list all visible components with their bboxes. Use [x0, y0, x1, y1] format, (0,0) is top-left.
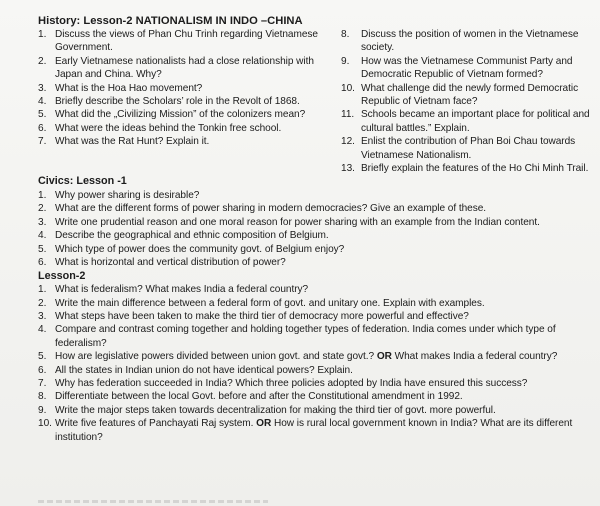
list-item — [38, 283, 594, 296]
item-text: Differentiate between the local Govt. before and after the Constitutional amendment in 1992. — [55, 391, 463, 403]
item-number: 5. — [38, 351, 47, 363]
item-text: What were the ideas behind the Tonkin free school. — [55, 122, 282, 134]
list-item — [38, 390, 594, 403]
item-text: Early Vietnamese nationalists had a close relationship with Japan and China. Why? — [55, 55, 314, 81]
question-part: Write five features of Panchayati Raj system. — [55, 418, 257, 430]
item-text — [55, 350, 594, 363]
item-text: Why power sharing is desirable? — [55, 190, 200, 202]
item-text: What is horizontal and vertical distribution of power? — [55, 257, 286, 269]
cut-off-text-line — [38, 500, 268, 503]
list-item — [341, 55, 594, 82]
question-part: What makes India a federal country? — [391, 351, 558, 363]
list-item — [38, 377, 594, 390]
item-text: Write one prudential reason and one moral reason for power sharing with an example from the Indian content. — [55, 216, 540, 228]
item-text: What steps have been taken to make the third tier of democracy more powerful and effective? — [55, 310, 469, 322]
item-number: 2. — [38, 203, 47, 215]
item-number: 4. — [38, 96, 47, 108]
item-number: 1. — [38, 29, 47, 40]
list-item — [38, 310, 594, 323]
item-number: 10. — [341, 82, 355, 94]
history-columns — [38, 28, 594, 175]
item-text: What is the Hoa Hao movement? — [55, 82, 203, 94]
item-number: 4. — [38, 230, 47, 242]
item-text: How was the Vietnamese Communist Party and Democratic Republic of Vietnam formed? — [361, 55, 573, 81]
item-number: 11. — [341, 109, 355, 121]
item-number: 13. — [341, 163, 355, 175]
item-number: 10. — [38, 418, 52, 430]
item-text: Why has federation succeeded in India? Which three policies adopted by India have ensured this success? — [55, 377, 528, 389]
history-right-list — [341, 28, 594, 175]
or-keyword: OR — [256, 418, 272, 430]
item-number: 6. — [38, 122, 47, 134]
list-item — [341, 28, 594, 55]
list-item — [38, 297, 594, 310]
history-heading: History: Lesson-2 NATIONALISM IN INDO –CHINA — [38, 15, 303, 27]
item-text: Describe the geographical and ethnic composition of Belgium. — [55, 230, 329, 242]
item-text: What was the Rat Hunt? Explain it. — [55, 136, 210, 148]
item-number: 3. — [38, 82, 47, 94]
item-text: Enlist the contribution of Phan Boi Chau towards Vietnamese Nationalism. — [361, 136, 576, 161]
item-number: 5. — [38, 109, 47, 121]
list-item — [341, 135, 594, 162]
item-text: All the states in Indian union do not have identical powers? Explain. — [55, 364, 353, 376]
list-item — [38, 417, 594, 444]
item-text: What did the „Civilizing Mission” of the colonizers mean? — [55, 109, 306, 121]
list-item — [38, 364, 594, 377]
item-number: 9. — [38, 404, 47, 416]
item-text: Discuss the position of women in the Vietnamese society. — [361, 29, 579, 54]
history-right-column — [341, 28, 594, 175]
item-text — [55, 417, 594, 444]
list-item — [38, 82, 341, 95]
item-number: 2. — [38, 297, 47, 309]
list-item — [38, 189, 594, 202]
history-left-column — [38, 28, 341, 175]
list-item — [38, 323, 594, 350]
item-number: 1. — [38, 284, 47, 296]
item-text: What are the different forms of power sharing in modern democracies? Give an example of these. — [55, 203, 487, 215]
item-number: 8. — [341, 29, 350, 40]
list-item — [38, 404, 594, 417]
item-number: 9. — [341, 55, 350, 67]
list-item — [38, 256, 594, 269]
item-number: 5. — [38, 243, 47, 255]
list-item — [341, 82, 594, 109]
item-text: Which type of power does the community govt. of Belgium enjoy? — [55, 243, 345, 255]
item-text: Compare and contrast coming together and holding together types of federation. India comes under which type of federalism? — [55, 324, 556, 349]
item-number: 7. — [38, 377, 47, 389]
list-item — [38, 243, 594, 256]
item-text: What challenge did the newly formed Democratic Republic of Vietnam face? — [361, 82, 579, 108]
list-item — [38, 122, 341, 135]
list-item — [38, 55, 341, 82]
item-text: Briefly explain the features of the Ho Chi Minh Trail. — [361, 163, 589, 175]
lesson2-list — [38, 283, 594, 444]
question-sheet — [38, 14, 594, 444]
item-text: Briefly describe the Scholars’ role in the Revolt of 1868. — [55, 96, 300, 108]
item-number: 3. — [38, 216, 47, 228]
list-item — [38, 108, 341, 121]
item-number: 4. — [38, 324, 47, 336]
list-item — [38, 350, 594, 363]
list-item — [341, 162, 594, 175]
list-item — [341, 108, 594, 135]
list-item — [38, 216, 594, 229]
item-number: 6. — [38, 257, 47, 269]
lesson2-heading: Lesson-2 — [38, 269, 86, 282]
item-number: 8. — [38, 391, 47, 403]
item-number: 3. — [38, 310, 47, 322]
item-number: 2. — [38, 55, 47, 67]
item-number: 12. — [341, 136, 355, 148]
list-item — [38, 135, 341, 148]
history-left-list — [38, 28, 341, 149]
or-keyword: OR — [376, 351, 392, 363]
list-item — [38, 229, 594, 242]
question-part: How are legislative powers divided between union govt. and state govt.? — [55, 351, 377, 363]
list-item — [38, 202, 594, 215]
item-number: 1. — [38, 190, 47, 202]
item-number: 6. — [38, 364, 47, 376]
item-text: Write the major steps taken towards decentralization for making the third tier of govt. more powerful. — [55, 404, 496, 416]
civics-list — [38, 189, 594, 269]
list-item — [38, 28, 341, 55]
item-text: Schools became an important place for political and cultural battles.” Explain. — [361, 109, 590, 134]
item-number: 7. — [38, 136, 47, 148]
civics-heading: Civics: Lesson -1 — [38, 175, 127, 188]
question-part: How is rural local government known in India? What are its different institution? — [55, 418, 573, 443]
item-text: Write the main difference between a federal form of govt. and unitary one. Explain with examples. — [55, 297, 485, 309]
list-item — [38, 95, 341, 108]
item-text: Discuss the views of Phan Chu Trinh regarding Vietnamese Government. — [55, 29, 318, 54]
item-text: What is federalism? What makes India a federal country? — [55, 284, 309, 296]
